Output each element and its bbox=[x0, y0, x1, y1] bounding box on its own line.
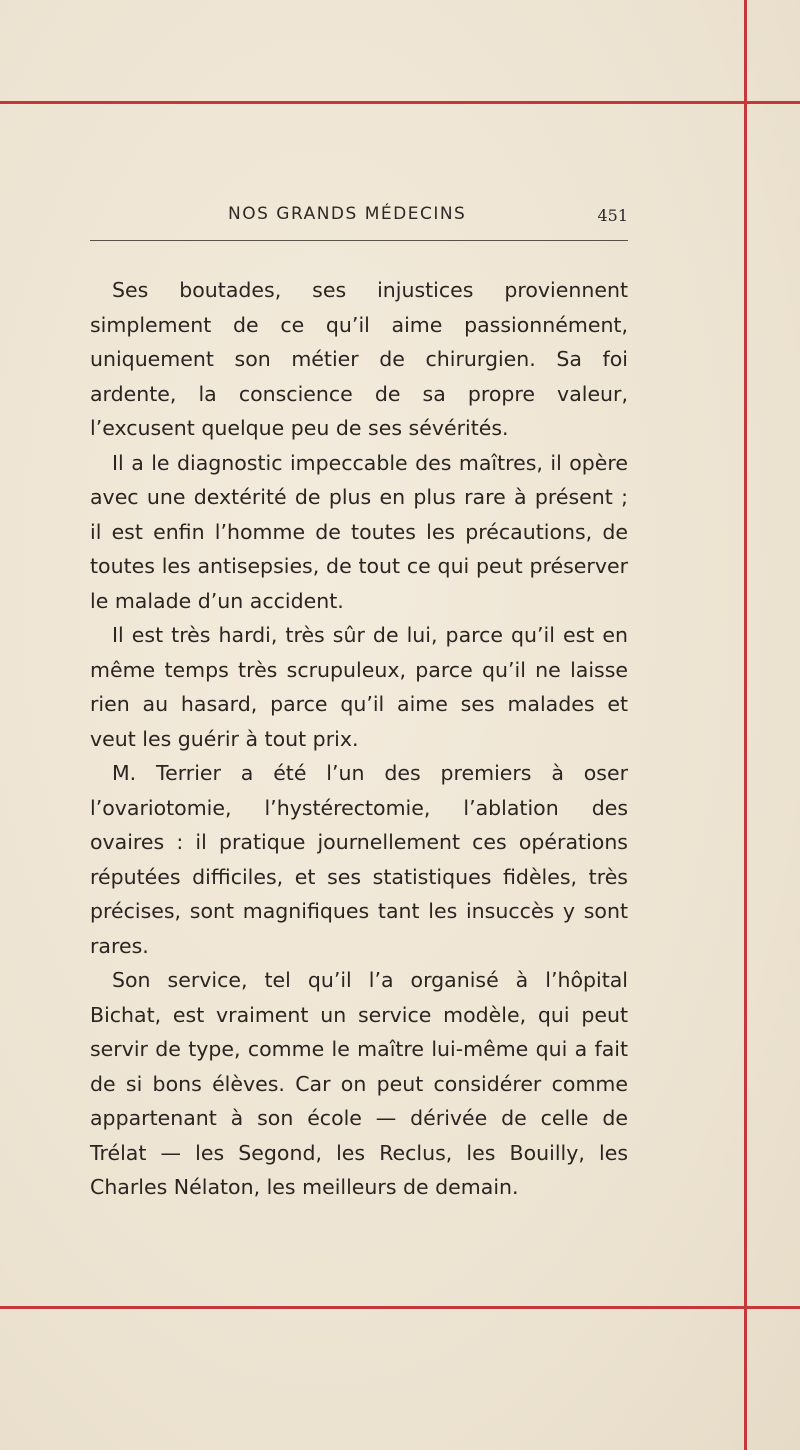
body-text bbox=[90, 273, 628, 1205]
paragraph-4: M. Terrier a été l’un des premiers à oser l’ovariotomie, l’hystérectomie, l’ablation des ovaires : il pratique journellement ces opérations réputées difficiles, et ses statistiques fidèles, très précises, sont magnifiques tant les insuccès y sont rares. bbox=[90, 761, 628, 958]
running-title: NOS GRANDS MÉDECINS bbox=[228, 204, 467, 224]
running-header bbox=[90, 204, 628, 234]
red-rule-top bbox=[0, 101, 800, 104]
red-rule-bottom bbox=[0, 1306, 800, 1309]
paragraph-2: Il a le diagnostic impeccable des maîtres, il opère avec une dextérité de plus en plus rare à présent ; il est enfin l’homme de toutes les précautions, de toutes les antisepsies, de tout ce qui peut préserver le malade d’un accident. bbox=[90, 450, 628, 613]
paragraph-5: Son service, tel qu’il l’a organisé à l’hôpital Bichat, est vraiment un service modèle, qui peut servir de type, comme le maître lui-même qui a fait de si bons élèves. Car on peut considérer comme appartenant à son école — dérivée de celle de Trélat — les Segond, les Reclus, les Bouilly, les Charles Nélaton, les meilleurs de demain. bbox=[90, 968, 628, 1199]
page-number: 451 bbox=[597, 206, 628, 225]
paragraph-3: Il est très hardi, très sûr de lui, parce qu’il est en même temps très scrupuleux, parce qu’il ne laisse rien au hasard, parce qu’il aime ses malades et veut les guérir à tout prix. bbox=[90, 623, 628, 751]
header-divider bbox=[90, 240, 628, 241]
red-rule-right bbox=[744, 0, 747, 1450]
paragraph-1: Ses boutades, ses injustices proviennent simplement de ce qu’il aime passionnément, uniquement son métier de chirurgien. Sa foi ardente, la conscience de sa propre valeur, l’excusent quelque peu de ses sévérités. bbox=[90, 278, 628, 440]
